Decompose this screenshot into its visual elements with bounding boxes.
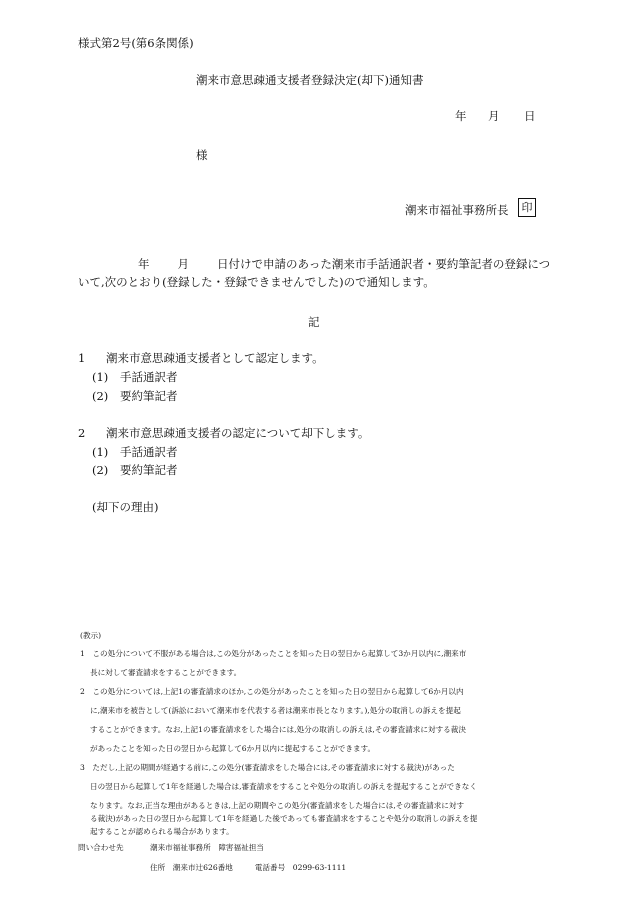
section-2-title bbox=[78, 425, 369, 441]
date-day-label: 日 bbox=[524, 109, 536, 123]
item-label: 手話通訳者 bbox=[120, 445, 178, 459]
form-label: 様式第2号(第6条関係) bbox=[78, 36, 194, 50]
document-title: 潮来市意思疎通支援者登録決定(却下)通知書 bbox=[196, 73, 424, 87]
note-line: に,潮来市を被告として(訴訟において潮来市を代表する者は潮来市長となります。),処分の取消しの訴えを提起 bbox=[90, 706, 461, 715]
contact-label: 問い合わせ先 bbox=[78, 843, 124, 852]
body-line-2: いて,次のとおり(登録した・登録できませんでした)ので通知します。 bbox=[78, 275, 435, 289]
rejection-reason-label: (却下の理由) bbox=[92, 500, 159, 514]
section-number: 1 bbox=[78, 351, 86, 365]
section-1-item-2 bbox=[92, 388, 178, 404]
note-line: 日の翌日から起算して1年を経過した場合は,審査請求をすることや処分の取消しの訴えを提起することができなく bbox=[90, 782, 477, 791]
ki-heading: 記 bbox=[308, 315, 320, 329]
item-number: (1) bbox=[92, 370, 109, 384]
note-line: 2 この処分については,上記1の審査請求のほか,この処分があったことを知った日の翌日から起算して6か月以内 bbox=[80, 687, 464, 696]
section-number: 2 bbox=[78, 426, 86, 440]
item-number: (2) bbox=[92, 463, 109, 477]
body-year-label: 年 bbox=[138, 257, 150, 271]
contact-address-line bbox=[150, 862, 346, 873]
note-line: 起することが認められる場合があります。 bbox=[90, 827, 234, 836]
section-1-title bbox=[78, 350, 324, 366]
note-line: 長に対して審査請求をすることができます。 bbox=[90, 668, 242, 677]
section-title-text: 潮来市意思疎通支援者の認定について却下します。 bbox=[106, 426, 370, 440]
item-number: (1) bbox=[92, 445, 109, 459]
note-line: 1 この処分について不服がある場合は,この処分があったことを知った日の翌日から起算して3か月以内に,潮来市 bbox=[80, 649, 467, 658]
note-line: る裁決)があった日の翌日から起算して1年を経過した後であっても審査請求をすることや処分の取消しの訴えを提 bbox=[90, 814, 478, 823]
contact-phone: 電話番号 0299-63-1111 bbox=[254, 863, 347, 872]
item-label: 要約筆記者 bbox=[120, 389, 178, 403]
note-line: することができます。なお,上記1の審査請求をした場合には,処分の取消しの訴えは,その審査請求に対する裁決 bbox=[90, 725, 466, 734]
date-year-label: 年 bbox=[455, 109, 467, 123]
item-label: 要約筆記者 bbox=[120, 463, 178, 477]
section-2-item-2 bbox=[92, 462, 178, 478]
note-line: なります。なお,正当な理由があるときは,上記の期間やこの処分(審査請求をした場合には,その審査請求に対す bbox=[90, 801, 465, 810]
item-label: 手話通訳者 bbox=[120, 370, 178, 384]
note-line: 3 ただし,上記の期間が経過する前に,この処分(審査請求をした場合には,その審査請求に対する裁決)があった bbox=[80, 763, 455, 772]
contact-organization: 潮来市福祉事務所 障害福祉担当 bbox=[150, 843, 264, 852]
issuer-name: 潮来市福祉事務所長 bbox=[405, 203, 509, 217]
section-2-item-1 bbox=[92, 444, 178, 460]
body-line-1-text: 日付けで申請のあった潮来市手話通訳者・要約筆記者の登録につ bbox=[217, 257, 551, 271]
date-month-label: 月 bbox=[488, 109, 500, 123]
recipient-honorific: 様 bbox=[196, 148, 208, 162]
section-1-item-1 bbox=[92, 369, 178, 385]
body-line-1 bbox=[78, 256, 550, 272]
item-number: (2) bbox=[92, 389, 109, 403]
note-line: があったことを知った日の翌日から起算して6か月以内に提起することができます。 bbox=[90, 744, 376, 753]
notes-heading: (教示) bbox=[80, 631, 102, 640]
body-month-label: 月 bbox=[177, 257, 189, 271]
section-title-text: 潮来市意思疎通支援者として認定します。 bbox=[106, 351, 324, 365]
seal-stamp: 印 bbox=[518, 198, 536, 217]
contact-address: 住所 潮来市辻626番地 bbox=[150, 863, 233, 872]
